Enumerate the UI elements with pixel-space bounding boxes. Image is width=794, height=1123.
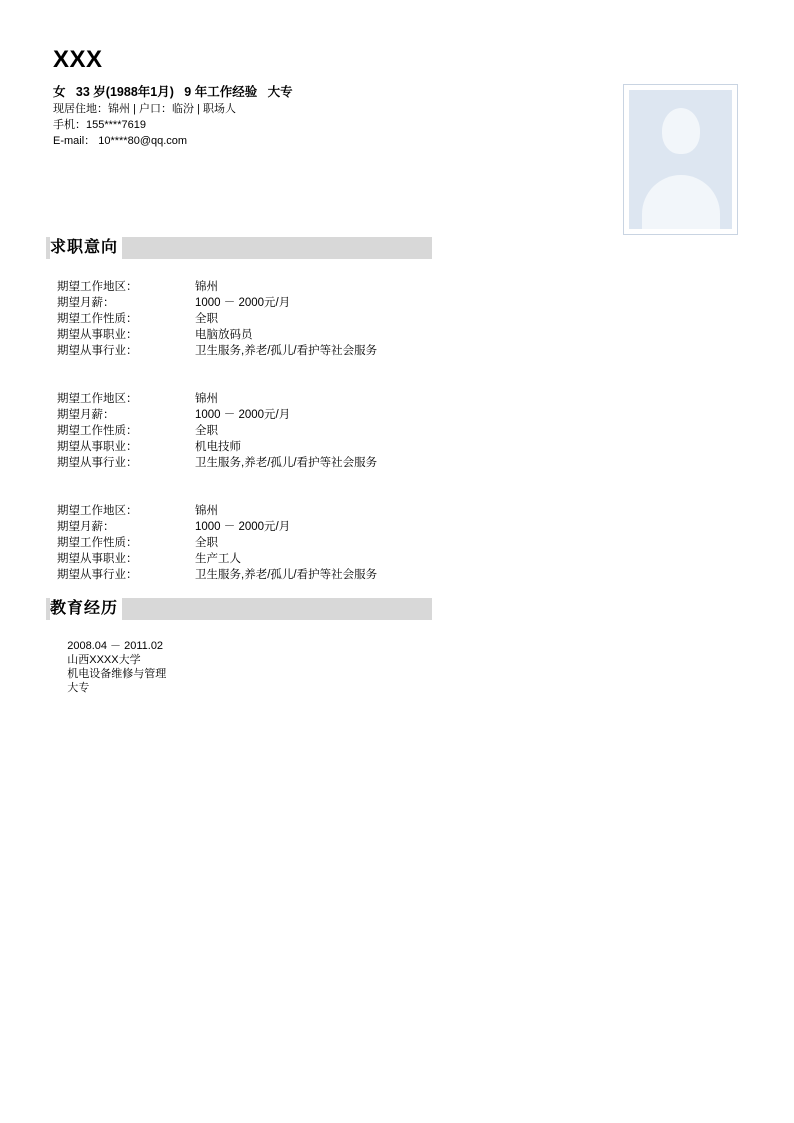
intent-label: 期望工作地区： — [57, 505, 138, 517]
intent-label: 期望从事职业： — [57, 441, 138, 453]
intent-label: 期望工作性质： — [57, 313, 138, 325]
intent-label: 期望工作地区： — [57, 281, 138, 293]
job-intent-block-3 — [57, 503, 378, 583]
intent-label: 期望月薪： — [57, 521, 115, 533]
intent-label: 期望月薪： — [57, 297, 115, 309]
intent-value: 锦州 — [195, 505, 218, 517]
job-intent-row — [57, 311, 218, 327]
section-title-education: 教育经历 — [50, 598, 122, 620]
intent-label: 期望从事行业： — [57, 345, 138, 357]
intent-label: 期望从事行业： — [57, 457, 138, 469]
education-period: 2008.04 － 2011.02 — [67, 640, 164, 652]
intent-value: 全职 — [195, 313, 218, 325]
intent-label: 期望工作性质： — [57, 425, 138, 437]
job-intent-row — [57, 279, 218, 295]
intent-value: 生产工人 — [195, 553, 241, 565]
intent-label: 期望从事职业： — [57, 553, 138, 565]
intent-value: 卫生服务,养老/孤儿/看护等社会服务 — [195, 569, 378, 581]
job-intent-row — [57, 535, 218, 551]
intent-label: 期望工作地区： — [57, 393, 138, 405]
email-line: E-mail： 10****80@qq.com — [53, 135, 188, 147]
job-intent-row — [57, 567, 378, 583]
job-intent-row — [57, 327, 253, 343]
avatar-body-shape — [642, 175, 720, 229]
job-intent-row — [57, 503, 218, 519]
education-row — [55, 625, 199, 709]
job-intent-row — [57, 407, 291, 423]
job-intent-row — [57, 423, 218, 439]
intent-value: 锦州 — [195, 281, 218, 293]
page-title: XXX — [53, 46, 103, 73]
education-major: 机电设备维修与管理 — [67, 668, 167, 680]
avatar-head-shape — [662, 108, 700, 154]
intent-value: 1000 － 2000元/月 — [195, 409, 291, 421]
intent-value: 1000 － 2000元/月 — [195, 297, 291, 309]
intent-label: 期望工作性质： — [57, 537, 138, 549]
phone-line: 手机：155****7619 — [53, 119, 146, 131]
intent-value: 机电技师 — [195, 441, 241, 453]
intent-label: 期望月薪： — [57, 409, 115, 421]
job-intent-row — [57, 519, 291, 535]
section-title-job-intent: 求职意向 — [50, 237, 122, 259]
job-intent-block-2 — [57, 391, 378, 471]
intent-value: 电脑放码员 — [195, 329, 253, 341]
avatar — [623, 84, 738, 235]
intent-label: 期望从事职业： — [57, 329, 138, 341]
job-intent-row — [57, 295, 291, 311]
contact-info — [53, 101, 236, 149]
job-intent-row — [57, 439, 241, 455]
intent-value: 1000 － 2000元/月 — [195, 521, 291, 533]
intent-label: 期望从事行业： — [57, 569, 138, 581]
intent-value: 卫生服务,养老/孤儿/看护等社会服务 — [195, 345, 378, 357]
avatar-placeholder-icon — [629, 90, 732, 229]
education-school: 山西XXXX大学 — [67, 654, 141, 666]
intent-value: 全职 — [195, 537, 218, 549]
intent-value: 锦州 — [195, 393, 218, 405]
job-intent-row — [57, 343, 378, 359]
job-intent-row — [57, 455, 378, 471]
job-intent-block-1 — [57, 279, 378, 359]
job-intent-row — [57, 551, 241, 567]
intent-value: 卫生服务,养老/孤儿/看护等社会服务 — [195, 457, 378, 469]
intent-value: 全职 — [195, 425, 218, 437]
basic-info-line: 女 33 岁(1988年1月) 9 年工作经验 大专 — [53, 85, 293, 99]
residence-line: 现居住地：锦州 | 户口：临汾 | 职场人 — [53, 103, 236, 115]
job-intent-row — [57, 391, 218, 407]
education-degree: 大专 — [67, 682, 90, 694]
